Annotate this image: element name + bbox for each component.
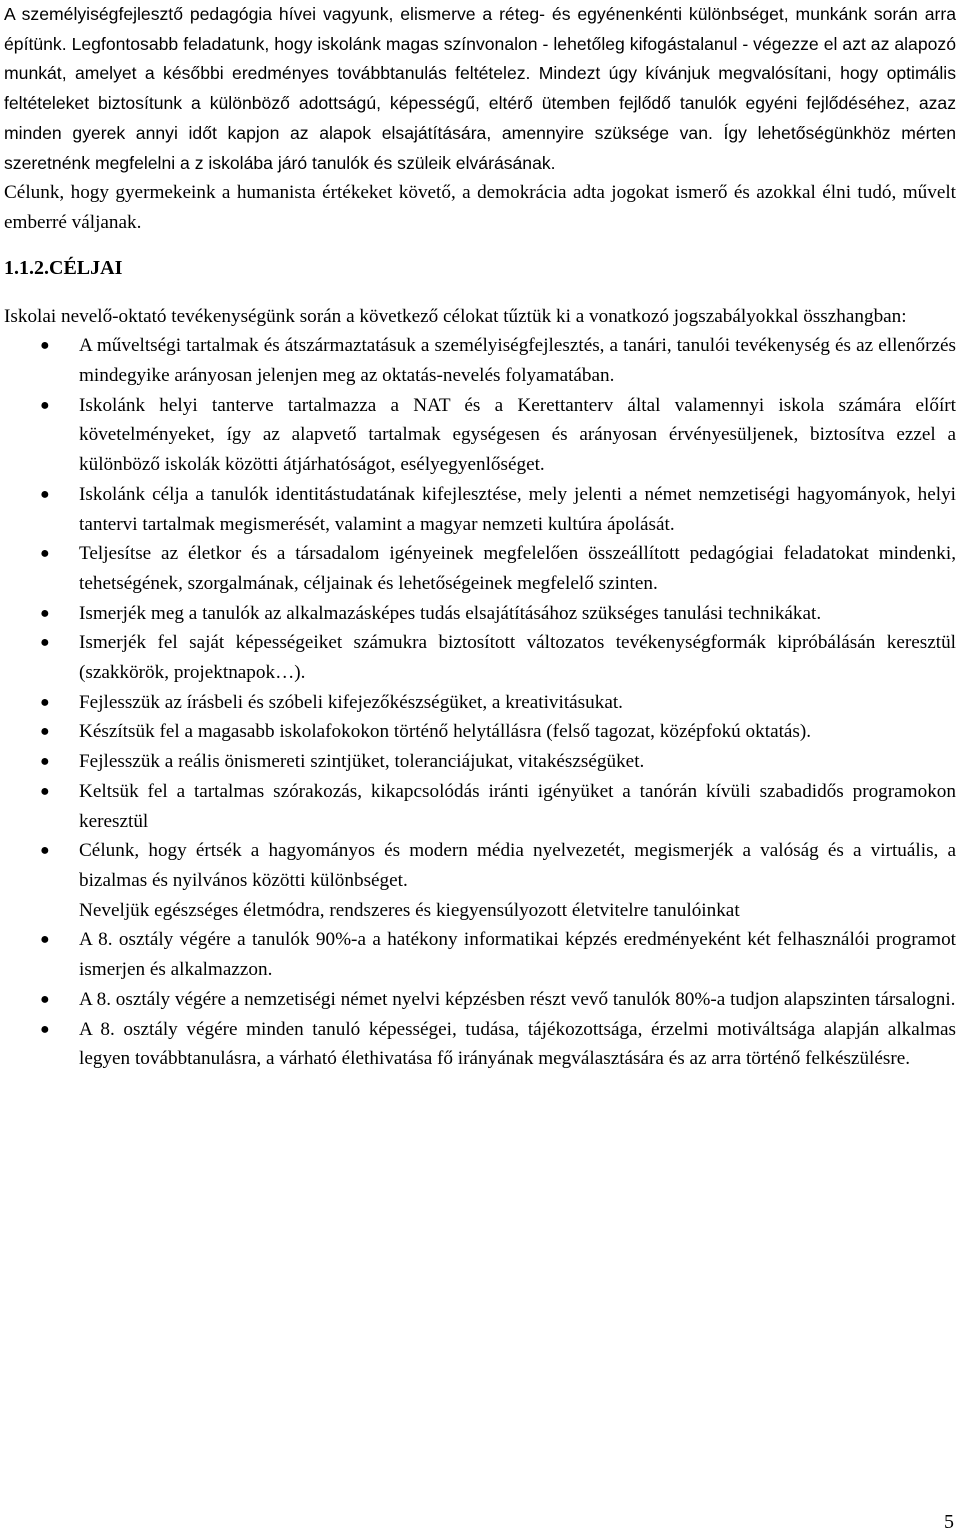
intro-sentence-1: A személyiségfejlesztő pedagógia hívei vagyunk, elismerve a réteg- és egyénenkénti különbséget, munkánk során arra építünk. Legfontosabb feladatunk, hogy iskolánk magas színvonalon - lehetőleg kifogástalanul - végezze el azt az alapozó munkát, amelyet a későbbi eredményes továbbtanulás feltételez. — [4, 4, 956, 84]
list-item-text: Fejlesszük az írásbeli és szóbeli kifejezőkészségüket, a kreativitásukat. — [79, 691, 623, 713]
bullet-icon: ● — [40, 842, 50, 860]
goal-statement-paragraph: Célunk, hogy gyermekeink a humanista értékeket követő, a demokrácia adta jogokat ismerő és azokkal élni tudó, művelt emberré váljanak. — [4, 182, 956, 233]
section-heading: 1.1.2.CÉLJAI — [4, 256, 123, 279]
list-item-text: Teljesítse az életkor és a társadalom igényeinek megfelelően összeállított pedagógiai feladatokat mindenki, tehetségének, szorgalmának, céljainak és lehetőségeinek megfelelő szinten. — [79, 543, 956, 594]
list-item — [4, 1015, 956, 1074]
bullet-icon: ● — [40, 545, 50, 563]
bullet-icon: ● — [40, 485, 50, 503]
list-item-text: A műveltségi tartalmak és átszármaztatásuk a személyiségfejlesztés, a tanári, tanulói tevékenység és az ellenőrzés mindegyike arányosan jelenjen meg az oktatás-nevelés folyamatában. — [79, 335, 956, 387]
list-item — [4, 539, 956, 598]
intro-sentence-2: Mindezt úgy kívánjuk megvalósítani, hogy optimális feltételeket biztosítunk a különböző adottságú, képességű, eltérő ütemben fejlődő tanulók egyéni fejlődéséhez, azaz minden gyerek annyi időt kapjon az alapok elsajátítására, amennyire szüksége van. — [4, 63, 957, 143]
bullet-icon: ● — [40, 337, 50, 355]
intro-paragraph — [4, 0, 956, 178]
document-page — [4, 0, 956, 1074]
list-item-text: Fejlesszük a reális önismereti szintjüket, toleranciájukat, vitakészségüket. — [79, 751, 645, 773]
page-number: 5 — [944, 1511, 954, 1533]
bullet-icon: ● — [40, 1020, 50, 1038]
list-item-text: Iskolánk helyi tanterve tartalmazza a NAT és a Kerettanterv által valamennyi iskola számára előírt követelményeket, így az alapvető tartalmak egységesen és arányosan érvényesüljenek, biztosítva ezzel a különböző iskolák közötti átjárhatóságot, esélyegyenlőséget. — [79, 394, 956, 476]
list-item — [4, 480, 956, 539]
list-item-text: A 8. osztály végére minden tanuló képességei, tudása, tájékozottsága, érzelmi motiváltsága alapján alkalmas legyen továbbtanulásra, a várható élethivatása fő irányának megválasztására és az arra történő felkészülésre. — [79, 1018, 956, 1070]
list-item — [4, 628, 956, 687]
list-item-text: A 8. osztály végére a nemzetiségi német nyelvi képzésben részt vevő tanulók 80%-a tudjon alapszinten társalogni. — [79, 988, 956, 1010]
bullet-icon: ● — [40, 782, 50, 800]
list-item-text: Ismerjék meg a tanulók az alkalmazásképes tudás elsajátításához szükséges tanulási technikákat. — [79, 602, 822, 624]
list-item — [4, 985, 956, 1015]
section-lead-paragraph: Iskolai nevelő-oktató tevékenységünk során a következő célokat tűztük ki a vonatkozó jogszabályokkal összhangban: — [4, 305, 907, 327]
list-item — [4, 717, 956, 747]
goals-list — [4, 331, 956, 895]
list-item-text: Célunk, hogy értsék a hagyományos és modern média nyelvezetét, megismerjék a valóság és a virtuális, a bizalmas és nyilvános közötti különbséget. — [79, 840, 956, 891]
bullet-icon: ● — [40, 634, 50, 652]
list-item — [4, 391, 956, 480]
list-item — [4, 925, 956, 984]
list-item-text: A 8. osztály végére a tanulók 90%-a a hatékony informatikai képzés eredményeként két felhasználói programot ismerjen és alkalmazzon. — [79, 929, 956, 981]
list-item — [4, 599, 956, 629]
intro-sentence-3: Így lehetőségünkhöz mérten szeretnénk megfelelni a z iskolába járó tanulók és szüleik elvárásának. — [4, 122, 956, 173]
list-item-text: Ismerjék fel saját képességeiket számukra biztosított változatos tevékenységformák kipróbálásán keresztül (szakkörök, projektnapok…). — [79, 632, 956, 684]
list-item-text: Keltsük fel a tartalmas szórakozás, kikapcsolódás iránti igényüket a tanórán kívüli szabadidős programokon keresztül — [79, 780, 956, 832]
bullet-icon: ● — [40, 931, 50, 949]
bullet-icon: ● — [40, 723, 50, 741]
list-item — [4, 836, 956, 895]
bullet-icon: ● — [40, 604, 50, 622]
list-item — [4, 331, 956, 390]
list-item — [4, 688, 956, 718]
grade8-goals-list — [4, 925, 956, 1074]
bullet-icon: ● — [40, 753, 50, 771]
bullet-icon: ● — [40, 693, 50, 711]
bullet-icon: ● — [40, 396, 50, 414]
unbulleted-goal-line: Neveljük egészséges életmódra, rendszeres és kiegyensúlyozott életvitelre tanulóinkat — [79, 899, 740, 921]
list-item-text: Készítsük fel a magasabb iskolafokokon történő helytállásra (felső tagozat, középfokú oktatás). — [79, 721, 812, 743]
list-item — [4, 777, 956, 836]
bullet-icon: ● — [40, 990, 50, 1008]
list-item — [4, 747, 956, 777]
list-item-text: Iskolánk célja a tanulók identitástudatának kifejlesztése, mely jelenti a német nemzetiségi hagyományok, helyi tantervi tartalmak megismerését, valamint a magyar nemzeti kultúra ápolását. — [79, 483, 956, 535]
